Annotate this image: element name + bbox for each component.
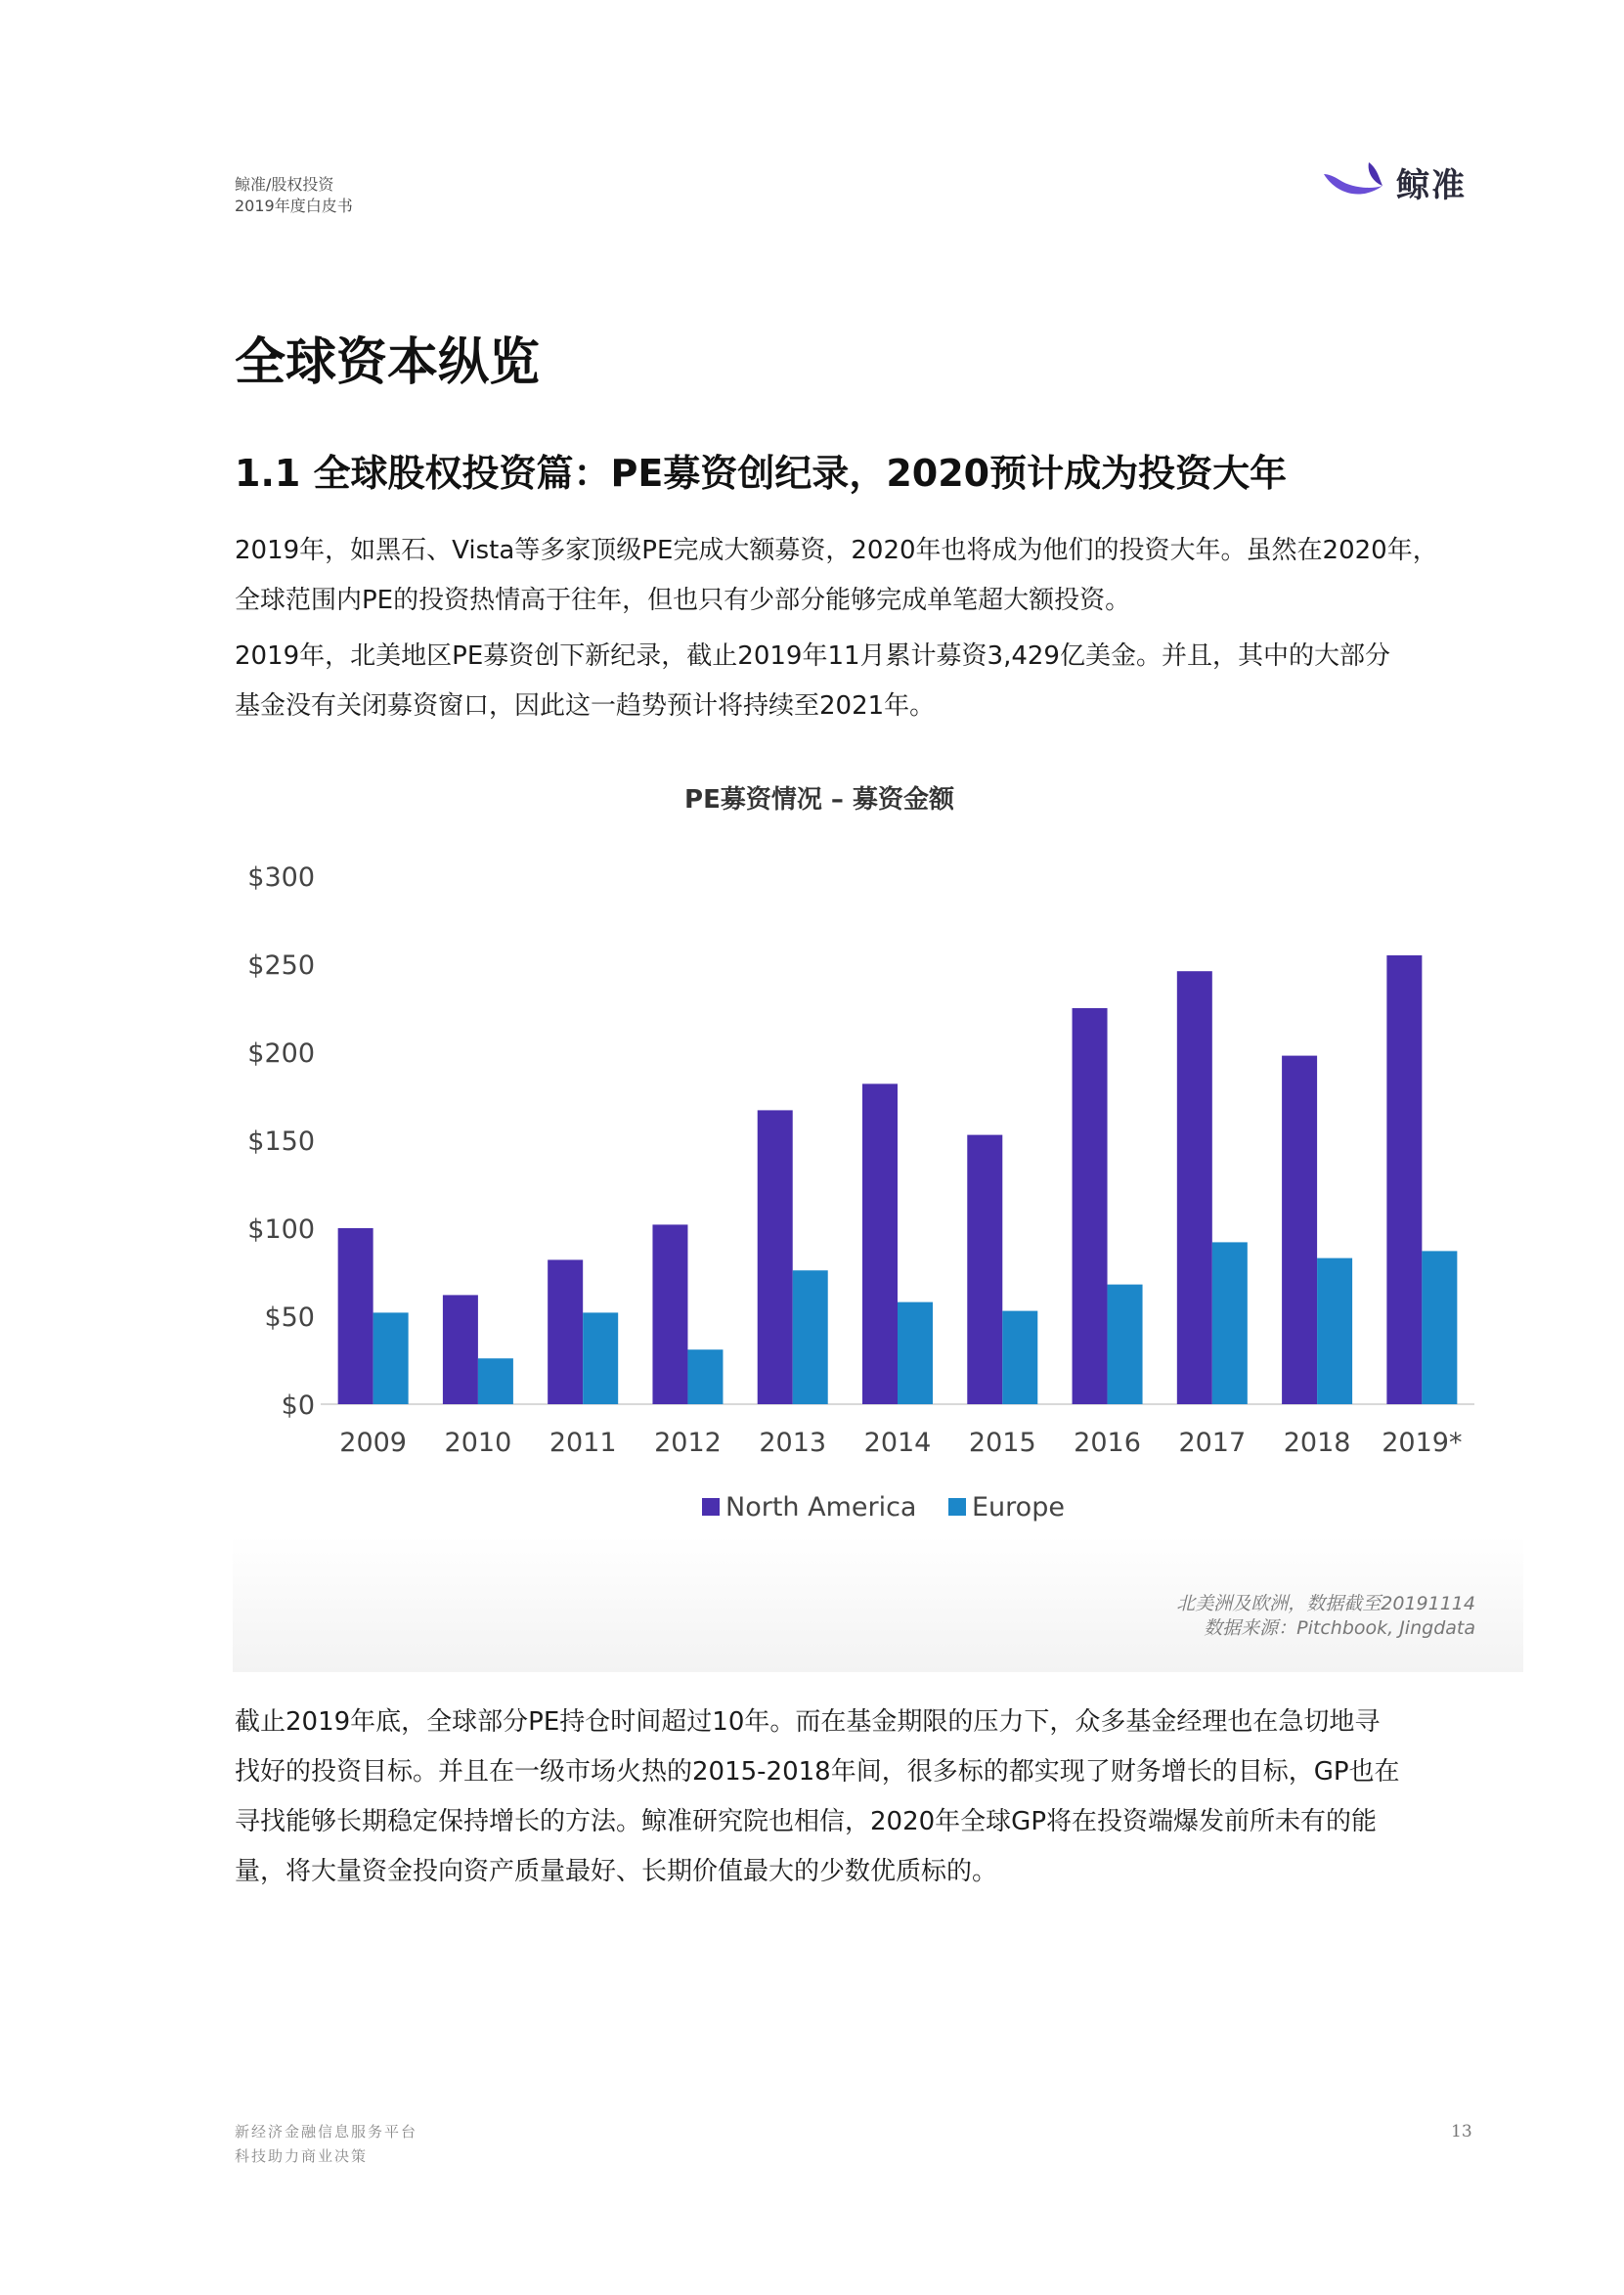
bar-north-america (548, 1259, 583, 1404)
bar-europe (1212, 1242, 1248, 1404)
y-tick-label: $300 (247, 862, 315, 893)
y-tick-label: $0 (281, 1390, 315, 1421)
bar-europe (1002, 1311, 1037, 1404)
paragraph-2 (235, 632, 1506, 731)
bar-north-america (1177, 971, 1212, 1404)
y-tick-label: $50 (264, 1302, 315, 1333)
legend-swatch (702, 1498, 720, 1516)
page-title: 全球资本纵览 (235, 333, 541, 392)
legend-swatch (948, 1498, 966, 1516)
x-tick-label: 2014 (863, 1428, 932, 1458)
bar-europe (478, 1358, 513, 1404)
x-tick-label: 2017 (1178, 1428, 1247, 1458)
x-tick-label: 2019* (1382, 1428, 1463, 1458)
note-line-2: 数据来源：Pitchbook, Jingdata (1204, 1617, 1475, 1639)
footer-tagline (235, 2120, 417, 2169)
page-number: 13 (1451, 2122, 1472, 2141)
paragraph-line: 找好的投资目标。并且在一级市场火热的2015-2018年间，很多标的都实现了财务增长的目标，GP也在 (235, 1757, 1400, 1787)
x-tick-label: 2013 (759, 1428, 827, 1458)
footer-line-1: 新经济金融信息服务平台 (235, 2123, 418, 2141)
bar-europe (583, 1312, 618, 1404)
x-tick-label: 2009 (339, 1428, 407, 1458)
x-tick-label: 2016 (1074, 1428, 1141, 1458)
bar-north-america (758, 1110, 793, 1404)
bar-north-america (1073, 1008, 1108, 1404)
paragraph-3 (235, 1698, 1506, 1897)
chart-source-note (1176, 1592, 1475, 1641)
y-tick-label: $250 (247, 950, 315, 981)
section-heading: 1.1 全球股权投资篇：PE募资创纪录，2020预计成为投资大年 (235, 452, 1288, 495)
header-org: 鲸准/股权投资 (235, 175, 334, 194)
paragraph-line: 量，将大量资金投向资产质量最好、长期价值最大的少数优质标的。 (235, 1857, 998, 1886)
x-tick-label: 2010 (444, 1428, 512, 1458)
x-tick-label: 2011 (549, 1428, 617, 1458)
bar-europe (898, 1302, 933, 1404)
chart-title: PE募资情况 – 募资金额 (684, 785, 954, 815)
x-tick-label: 2015 (968, 1428, 1036, 1458)
bar-europe (1108, 1285, 1143, 1404)
bar-north-america (338, 1228, 373, 1404)
y-tick-label: $100 (247, 1214, 315, 1245)
paragraph-line: 截止2019年底，全球部分PE持仓时间超过10年。而在基金期限的压力下，众多基金经理也在急切地寻 (235, 1707, 1381, 1737)
footer-line-2: 科技助力商业决策 (235, 2147, 369, 2165)
chart-svg (233, 763, 1523, 1672)
bar-europe (793, 1270, 828, 1404)
logo-text: 鲸准 (1396, 166, 1467, 205)
bar-europe (1422, 1251, 1457, 1404)
bar-north-america (967, 1135, 1002, 1404)
paragraph-1 (235, 526, 1506, 626)
bar-europe (687, 1349, 723, 1404)
legend-label: Europe (972, 1492, 1065, 1523)
bar-north-america (652, 1224, 687, 1404)
bar-europe (1317, 1258, 1352, 1404)
paragraph-line: 2019年，北美地区PE募资创下新纪录，截止2019年11月累计募资3,429亿美金。并且，其中的大部分 (235, 641, 1390, 671)
pe-fundraising-chart (233, 763, 1523, 1672)
x-tick-label: 2012 (654, 1428, 722, 1458)
bar-north-america (1282, 1056, 1317, 1404)
bar-north-america (862, 1083, 898, 1404)
legend-label: North America (725, 1492, 917, 1523)
y-tick-label: $200 (247, 1038, 315, 1069)
bar-north-america (443, 1295, 478, 1404)
paragraph-line: 全球范围内PE的投资热情高于往年，但也只有少部分能够完成单笔超大额投资。 (235, 586, 1131, 615)
whale-logo-icon (1322, 160, 1386, 205)
paragraph-line: 2019年，如黑石、Vista等多家顶级PE完成大额募资，2020年也将成为他们的投资大年。虽然在2020年， (235, 536, 1438, 565)
note-line-1: 北美洲及欧洲，数据截至20191114 (1176, 1593, 1475, 1614)
bar-north-america (1386, 955, 1422, 1404)
paragraph-line: 寻找能够长期稳定保持增长的方法。鲸准研究院也相信，2020年全球GP将在投资端爆发前所未有的能 (235, 1807, 1377, 1836)
header-info (235, 174, 353, 217)
brand-logo (1322, 158, 1467, 206)
y-tick-label: $150 (247, 1126, 315, 1157)
x-tick-label: 2018 (1283, 1428, 1351, 1458)
header-report: 2019年度白皮书 (235, 197, 353, 215)
paragraph-line: 基金没有关闭募资窗口，因此这一趋势预计将持续至2021年。 (235, 691, 936, 721)
bar-europe (373, 1312, 409, 1404)
